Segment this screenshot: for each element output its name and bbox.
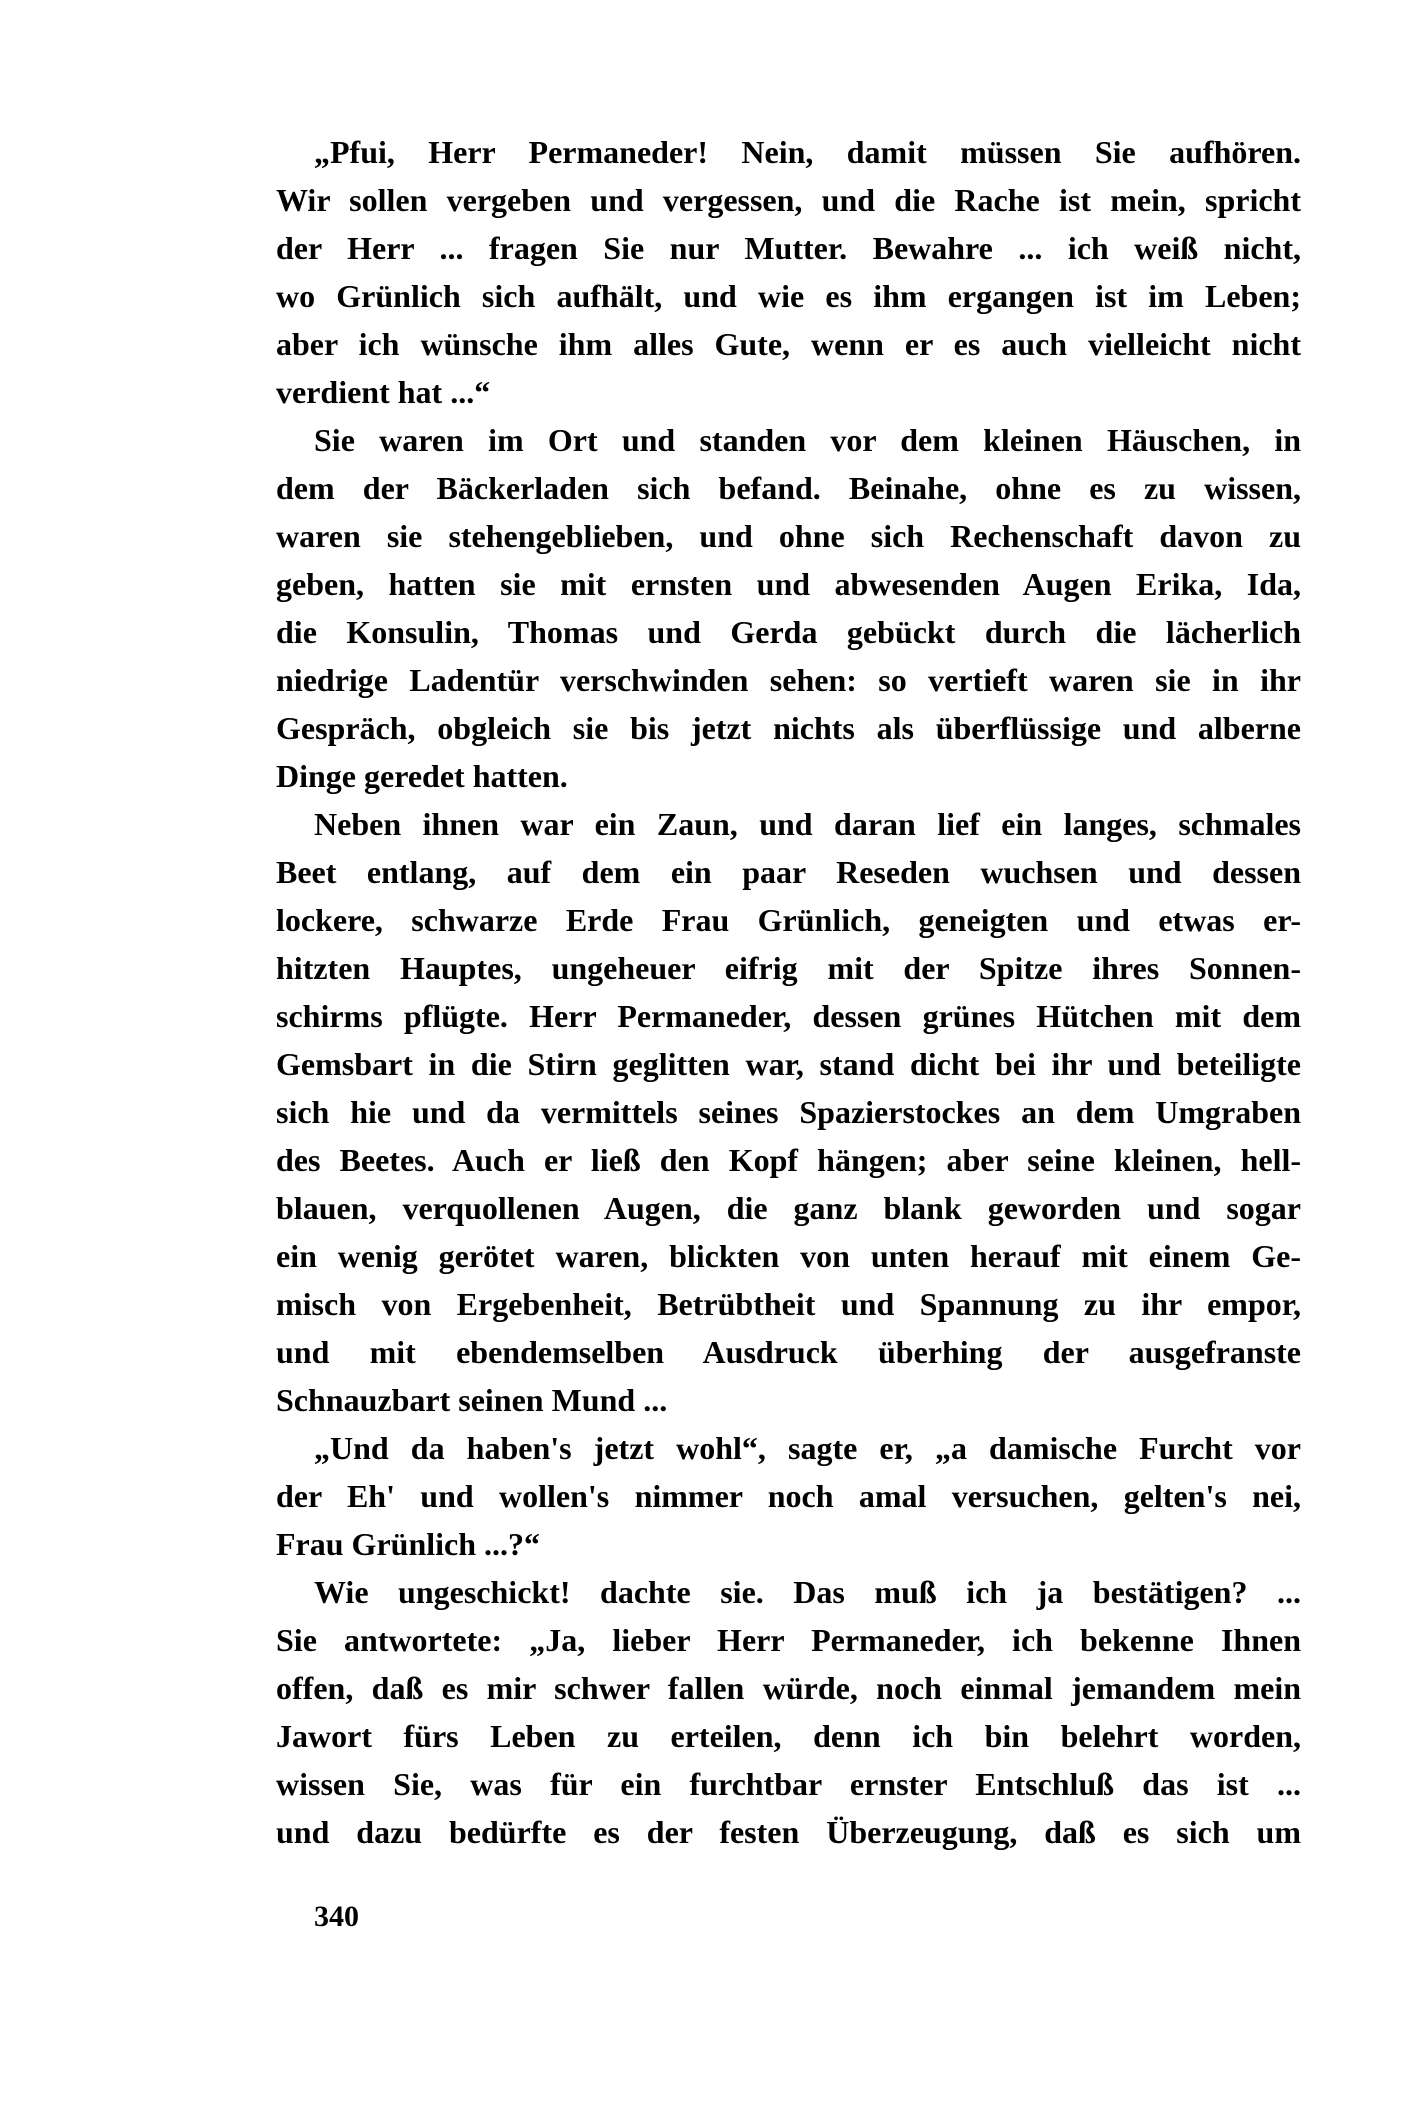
page-number: 340: [314, 1900, 359, 1933]
page-body-text: [276, 128, 1301, 1856]
text-line: Wir sollen vergeben und vergessen, und die Rache ist mein, spricht: [276, 182, 1301, 218]
text-line: der Herr ... fragen Sie nur Mutter. Bewahre ... ich weiß nicht,: [276, 230, 1301, 266]
text-line: ein wenig gerötet waren, blickten von unten herauf mit einem Ge-: [276, 1238, 1301, 1274]
text-line: dem der Bäckerladen sich befand. Beinahe, ohne es zu wissen,: [276, 470, 1301, 506]
text-line: wissen Sie, was für ein furchtbar ernster Entschluß das ist ...: [276, 1766, 1301, 1802]
text-line: Gespräch, obgleich sie bis jetzt nichts als überflüssige und alberne: [276, 710, 1301, 746]
text-line: niedrige Ladentür verschwinden sehen: so vertieft waren sie in ihr: [276, 662, 1301, 698]
text-line: und mit ebendemselben Ausdruck überhing der ausgefranste: [276, 1334, 1301, 1370]
text-line: hitzten Hauptes, ungeheuer eifrig mit der Spitze ihres Sonnen-: [276, 950, 1301, 986]
text-line: Schnauzbart seinen Mund ...: [276, 1382, 668, 1418]
text-line: Dinge geredet hatten.: [276, 758, 568, 794]
text-line: Gemsbart in die Stirn geglitten war, stand dicht bei ihr und beteiligte: [276, 1046, 1301, 1082]
text-line: „Pfui, Herr Permaneder! Nein, damit müssen Sie aufhören.: [314, 134, 1301, 170]
text-line: und dazu bedürfte es der festen Überzeugung, daß es sich um: [276, 1814, 1301, 1850]
text-line: Beet entlang, auf dem ein paar Reseden wuchsen und dessen: [276, 854, 1301, 890]
text-line: Wie ungeschickt! dachte sie. Das muß ich ja bestätigen? ...: [314, 1574, 1301, 1610]
text-line: Jawort fürs Leben zu erteilen, denn ich bin belehrt worden,: [276, 1718, 1301, 1754]
text-line: der Eh' und wollen's nimmer noch amal versuchen, gelten's nei,: [276, 1478, 1301, 1514]
text-line: verdient hat ...“: [276, 374, 491, 410]
text-line: waren sie stehengeblieben, und ohne sich Rechenschaft davon zu: [276, 518, 1301, 554]
text-line: schirms pflügte. Herr Permaneder, dessen grünes Hütchen mit dem: [276, 998, 1301, 1034]
text-line: Sie antwortete: „Ja, lieber Herr Permaneder, ich bekenne Ihnen: [276, 1622, 1301, 1658]
text-line: aber ich wünsche ihm alles Gute, wenn er es auch vielleicht nicht: [276, 326, 1301, 362]
text-line: lockere, schwarze Erde Frau Grünlich, geneigten und etwas er-: [276, 902, 1301, 938]
text-line: „Und da haben's jetzt wohl“, sagte er, „a damische Furcht vor: [314, 1430, 1301, 1466]
text-line: sich hie und da vermittels seines Spazierstockes an dem Umgraben: [276, 1094, 1301, 1130]
text-line: Frau Grünlich ...?“: [276, 1526, 541, 1562]
text-line: geben, hatten sie mit ernsten und abwesenden Augen Erika, Ida,: [276, 566, 1301, 602]
text-line: misch von Ergebenheit, Betrübtheit und Spannung zu ihr empor,: [276, 1286, 1301, 1322]
text-line: die Konsulin, Thomas und Gerda gebückt durch die lächerlich: [276, 614, 1301, 650]
text-line: des Beetes. Auch er ließ den Kopf hängen; aber seine kleinen, hell-: [276, 1142, 1301, 1178]
text-line: offen, daß es mir schwer fallen würde, noch einmal jemandem mein: [276, 1670, 1301, 1706]
text-line: Sie waren im Ort und standen vor dem kleinen Häuschen, in: [314, 422, 1301, 458]
text-line: Neben ihnen war ein Zaun, und daran lief ein langes, schmales: [314, 806, 1301, 842]
text-line: wo Grünlich sich aufhält, und wie es ihm ergangen ist im Leben;: [276, 278, 1301, 314]
text-line: blauen, verquollenen Augen, die ganz blank geworden und sogar: [276, 1190, 1301, 1226]
